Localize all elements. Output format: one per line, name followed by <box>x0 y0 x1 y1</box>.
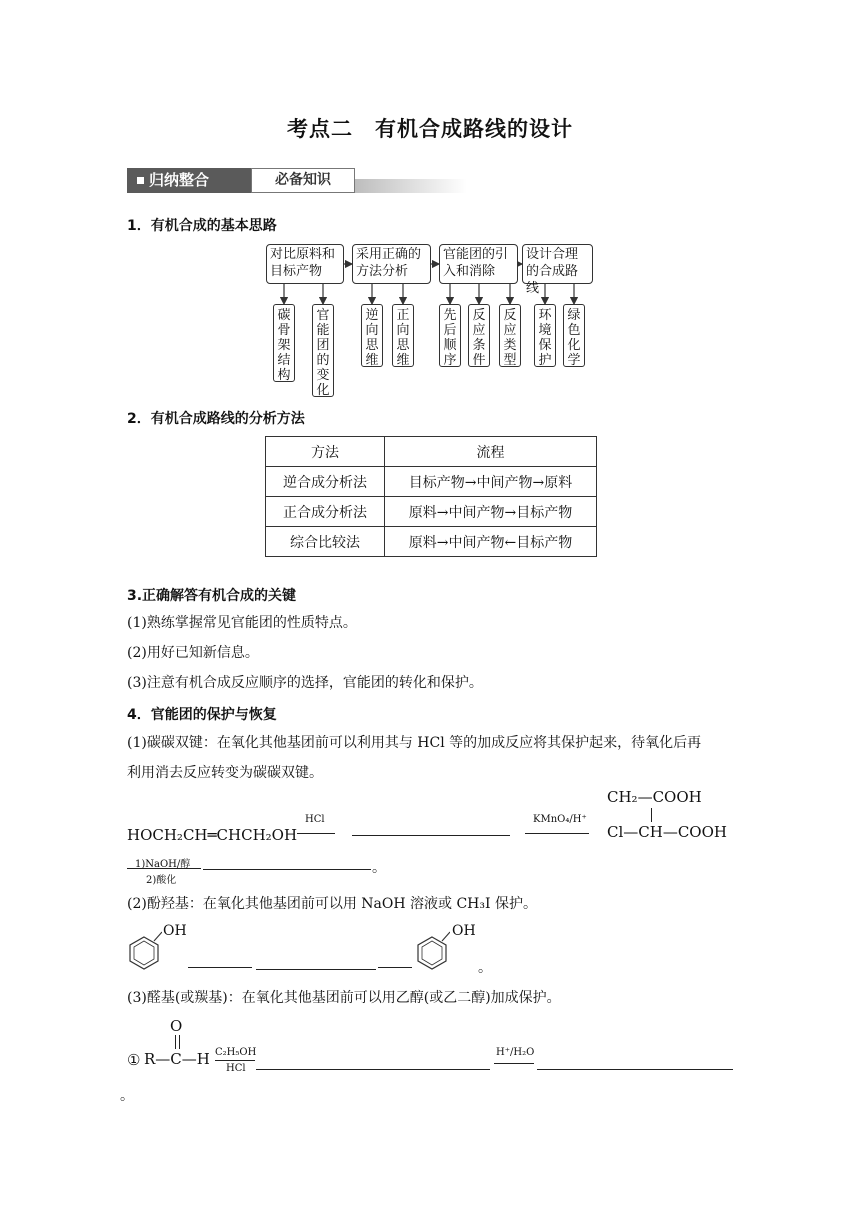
table-cell: 综合比较法 <box>266 527 385 557</box>
key-item-2: (2)用好已知新信息。 <box>127 645 259 661</box>
vbox-conditions: 反 应 条 件 <box>468 304 490 367</box>
blank-3 <box>256 968 376 970</box>
cond-ethanol: C₂H₅OH <box>215 1047 257 1058</box>
banner-left-label: 归纳整合 <box>149 171 210 189</box>
blank-4 <box>256 1068 490 1070</box>
benzene-ring-icon <box>126 928 162 970</box>
vbox-environment: 环 境 保 护 <box>534 304 556 367</box>
carbonyl-o: O <box>170 1017 183 1035</box>
banner-right-label: 必备知识 <box>251 168 355 193</box>
table-cell: 逆合成分析法 <box>266 467 385 497</box>
heading-2: 2．有机合成路线的分析方法 <box>127 411 305 427</box>
phenol-oh-2: OH <box>452 923 476 939</box>
vbox-order: 先 后 顺 序 <box>439 304 461 367</box>
blank-5 <box>537 1068 733 1070</box>
table-header-cell: 方法 <box>266 437 385 467</box>
vbox-forward: 正 向 思 维 <box>392 304 414 367</box>
table-cell: 目标产物→中间产物→原料 <box>385 467 597 497</box>
method-table <box>265 436 597 557</box>
vbox-reverse: 逆 向 思 维 <box>361 304 383 367</box>
key-item-1: (1)熟练掌握常见官能团的性质特点。 <box>127 615 357 631</box>
co-bond-2 <box>179 1035 180 1049</box>
product-bottom: Cl—CH—COOH <box>607 823 727 841</box>
cond-naoh: 1)NaOH/醇 <box>135 859 191 870</box>
co-bond-1 <box>175 1035 176 1049</box>
vertical-bond <box>651 808 652 822</box>
period-2: 。 <box>478 960 492 976</box>
key-item-3: (3)注意有机合成反应顺序的选择，官能团的转化和保护。 <box>127 675 483 691</box>
p-phenol: (2)酚羟基：在氧化其他基团前可以用 NaOH 溶液或 CH₃I 保护。 <box>127 896 537 912</box>
flow-box-compare: 对比原料和目标产物 <box>266 244 344 284</box>
cond-hcl: HCl <box>305 814 325 825</box>
table-cell: 原料→中间产物←目标产物 <box>385 527 597 557</box>
start-material: HOCH₂CH═CHCH₂OH <box>127 826 298 844</box>
heading-3: 3.正确解答有机合成的关键 <box>127 588 297 604</box>
arrow-ethanol <box>215 1060 255 1061</box>
heading-4: 4．官能团的保护与恢复 <box>127 707 277 723</box>
blank-1 <box>352 834 510 836</box>
p-double-bond-1: (1)碳碳双键：在氧化其他基团前可以利用其与 HCl 等的加成反应将其保护起来，待氧化后再 <box>127 735 702 751</box>
table-row <box>266 467 597 497</box>
flow-diagram-lines <box>0 0 860 420</box>
table-row <box>266 497 597 527</box>
blank-2 <box>203 868 371 870</box>
cond-hcl-2: HCl <box>226 1063 246 1074</box>
product-top: CH₂—COOH <box>607 788 702 806</box>
table-cell: 正合成分析法 <box>266 497 385 527</box>
period-3: 。 <box>120 1088 134 1104</box>
benzene-ring-icon-2 <box>414 928 450 970</box>
arrow-naoh <box>127 868 201 869</box>
circled-1: ① <box>127 1051 141 1069</box>
flow-box-functional: 官能团的引入和消除 <box>439 244 518 284</box>
arrow-hydrolysis <box>494 1063 534 1064</box>
cond-kmno4: KMnO₄/H⁺ <box>533 814 587 825</box>
table-cell: 原料→中间产物→目标产物 <box>385 497 597 527</box>
period-1: 。 <box>372 860 386 876</box>
vbox-type: 反 应 类 型 <box>499 304 521 367</box>
p-double-bond-2: 利用消去反应转变为碳碳双键。 <box>127 765 323 781</box>
aldehyde-r: R—C—H <box>144 1050 210 1068</box>
vbox-fg-change: 官 能 团 的 变 化 <box>312 304 334 397</box>
heading-1: 1．有机合成的基本思路 <box>127 218 277 234</box>
vbox-green: 绿 色 化 学 <box>563 304 585 367</box>
flow-box-method: 采用正确的方法分析 <box>352 244 431 284</box>
vbox-skeleton: 碳 骨 架 结 构 <box>273 304 295 382</box>
arrow-restore <box>378 967 412 968</box>
p-aldehyde: (3)醛基(或羰基)：在氧化其他基团前可以用乙醇(或乙二醇)加成保护。 <box>127 990 561 1006</box>
arrow-hcl <box>297 833 335 834</box>
arrow-kmno4 <box>525 833 589 834</box>
arrow-protect <box>188 967 252 968</box>
page-title: 考点二 有机合成路线的设计 <box>287 117 573 141</box>
phenol-oh-1: OH <box>163 923 187 939</box>
flow-box-design: 设计合理的合成路线 <box>522 244 593 284</box>
table-header-cell: 流程 <box>385 437 597 467</box>
cond-hydrolysis: H⁺/H₂O <box>496 1047 535 1058</box>
cond-acid: 2)酸化 <box>146 875 177 886</box>
table-header-row <box>266 437 597 467</box>
table-row <box>266 527 597 557</box>
